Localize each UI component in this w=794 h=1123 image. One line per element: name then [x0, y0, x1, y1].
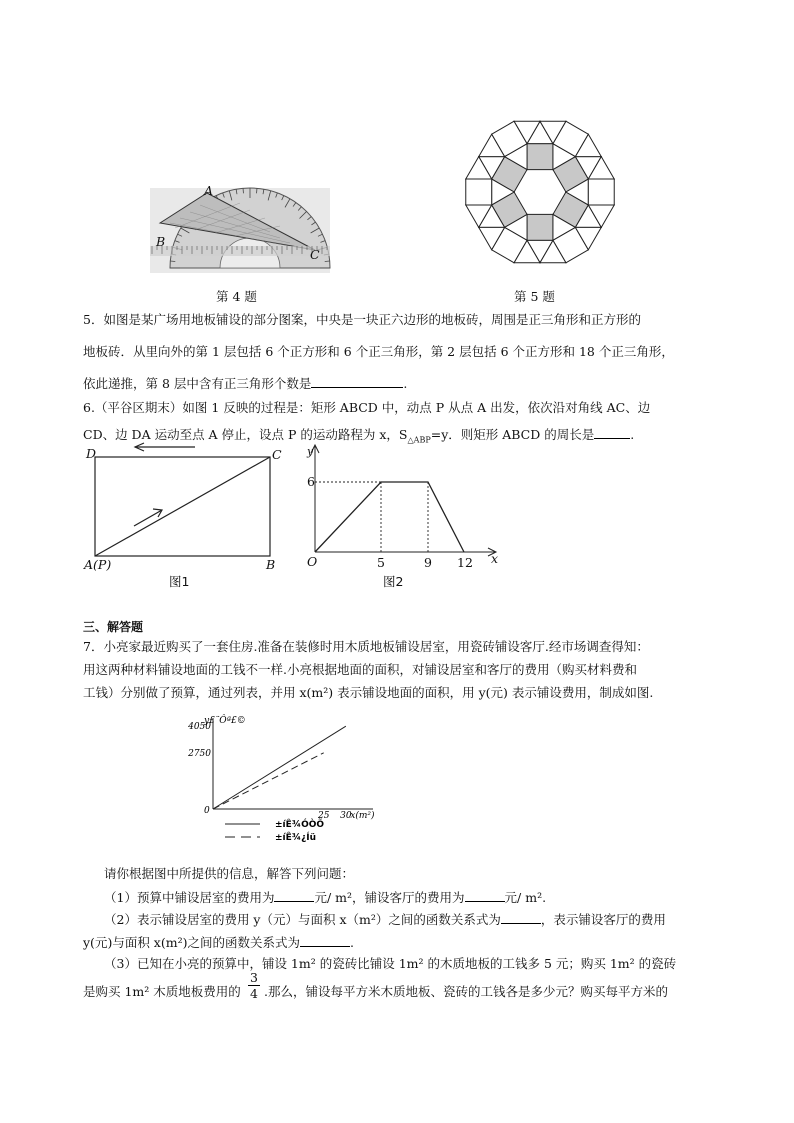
fig2-label-x: x — [491, 551, 499, 566]
q7-part3-cont-b: .那么，铺设每平方米木质地板、瓷砖的工钱各是多少元？购买每平方米的 — [264, 984, 668, 999]
fig1-label-b: B — [266, 557, 276, 572]
fraction-denominator: 4 — [248, 985, 260, 1001]
figure-5-tiling — [460, 112, 620, 272]
chart-y-tick-2750: 2750 — [188, 748, 211, 759]
q7-p2-text-c: y(元)与面积 x(m²)之间的函数关系式为 — [83, 935, 300, 950]
chart-x-label: x(m²) — [350, 811, 375, 821]
q6-line2-end: . — [630, 427, 635, 442]
q7-part2 — [104, 912, 666, 927]
fig2-caption: 图2 — [383, 574, 404, 589]
fig4-label-b: B — [156, 234, 166, 249]
q7-p1-blank-2[interactable] — [465, 890, 505, 902]
fig2-tick-12: 12 — [457, 555, 473, 570]
q7-part1 — [104, 890, 546, 905]
q7-p2-text: （2）表示铺设居室的费用 y（元）与面积 x（m²）之间的函数关系式为 — [104, 912, 501, 927]
fraction-three-quarters — [247, 970, 261, 1001]
q6-line1: 6.（平谷区期末）如图 1 反映的过程是：矩形 ABCD 中，动点 P 从点 A 出发，依次沿对角线 AC、边 — [83, 400, 651, 415]
q7-p2-text-b: ，表示铺设客厅的费用 — [540, 912, 666, 927]
q7-p2-blank-1[interactable] — [501, 912, 541, 924]
q6-line2-text: CD、边 DA 运动至点 A 停止，设点 P 的运动路程为 x，S — [83, 427, 408, 442]
fig1-label-d: D — [86, 446, 97, 461]
diagonal-ac — [95, 457, 270, 556]
fig2-label-y: y — [307, 445, 314, 458]
fig2-tick-9: 9 — [424, 555, 432, 570]
q7-part2-cont — [83, 935, 354, 950]
q7-p1-text-c: 元/ m². — [504, 890, 547, 905]
chart-y-label: y£¨Ôª£© — [204, 716, 246, 726]
legend-label-1: ±íÊ¾ÓÒÕ — [275, 820, 325, 830]
q7-p1-text-b: 元/ m²，铺设客厅的费用为 — [314, 890, 465, 905]
fig2-tick-5: 5 — [377, 555, 385, 570]
q7-p2-blank-2[interactable] — [300, 935, 350, 947]
q6-figure-2 — [295, 440, 505, 570]
legend-label-2: ±íÊ¾¿Íü — [275, 833, 317, 843]
q6-answer-blank[interactable] — [594, 427, 630, 439]
fig1-label-c: C — [272, 447, 282, 462]
q7-intro: 请你根据图中所提供的信息，解答下列问题： — [104, 866, 355, 881]
fig1-caption: 图1 — [169, 574, 190, 589]
fig4-caption: 第 4 题 — [216, 289, 257, 304]
fig1-label-ap: A(P) — [84, 557, 112, 572]
q7-p2-text-d: . — [349, 935, 354, 950]
direction-arrow-diag — [134, 510, 162, 526]
fig4-label-c: C — [310, 247, 320, 262]
q5-line2: 地板砖．从里向外的第 1 层包括 6 个正方形和 6 个正三角形，第 2 层包括 6 个正方形和 18 个正三角形， — [83, 344, 674, 359]
fig4-label-a: A — [204, 183, 214, 198]
fig2-label-o: O — [307, 554, 318, 569]
q7-part3: （3）已知在小亮的预算中，铺设 1m² 的瓷砖比铺设 1m² 的木质地板的工钱多 5 元；购买 1m² 的瓷砖 — [104, 956, 677, 971]
q6-line2-text-b: =y．则矩形 ABCD 的周长是 — [430, 427, 595, 442]
q7-cost-chart — [188, 712, 395, 852]
fraction-numerator: 3 — [250, 970, 258, 985]
q5-line3 — [83, 376, 407, 391]
q7-part3-cont-a: 是购买 1m² 木质地板费用的 — [83, 984, 241, 999]
q5-answer-blank[interactable] — [311, 376, 403, 388]
q5-line3-end: . — [403, 376, 408, 391]
chart-y-tick-4050: 4050 — [188, 722, 211, 733]
q5-line3-text: 依此递推，第 8 层中含有正三角形个数是 — [83, 376, 312, 391]
q7-p1-text: （1）预算中铺设居室的费用为 — [104, 890, 275, 905]
chart-x-tick-25: 25 — [317, 811, 330, 821]
q7-line2: 用这两种材料铺设地面的工钱不一样.小亮根据地面的面积，对铺设居室和客厅的费用（购买材料费和 — [83, 662, 637, 677]
fig5-caption: 第 5 题 — [514, 289, 555, 304]
q7-line3: 工钱）分别做了预算，通过列表，并用 x(m²) 表示铺设地面的面积，用 y(元) 表示铺设费用，制成如图. — [83, 685, 654, 700]
q5-line1: 5．如图是某广场用地板铺设的部分图案，中央是一块正六边形的地板砖，周围是正三角形和正方形的 — [83, 312, 641, 327]
q6-area-subscript: △ABP — [407, 435, 431, 445]
series-line-1 — [213, 726, 346, 809]
section-3-title: 三、解答题 — [83, 620, 144, 634]
fig2-tick-6: 6 — [307, 474, 315, 489]
graph-line — [315, 482, 464, 552]
figure-4-image — [150, 188, 330, 273]
q6-figure-1 — [90, 440, 280, 570]
q7-p1-blank-1[interactable] — [274, 890, 314, 902]
q7-line1: 7．小亮家最近购买了一套住房.准备在装修时用木质地板铺设居室，用瓷砖铺设客厅.经市场调查得知： — [83, 639, 649, 654]
chart-x-tick-30: 30 — [340, 811, 352, 821]
chart-origin-label: 0 — [204, 806, 210, 816]
series-line-2 — [213, 753, 324, 809]
